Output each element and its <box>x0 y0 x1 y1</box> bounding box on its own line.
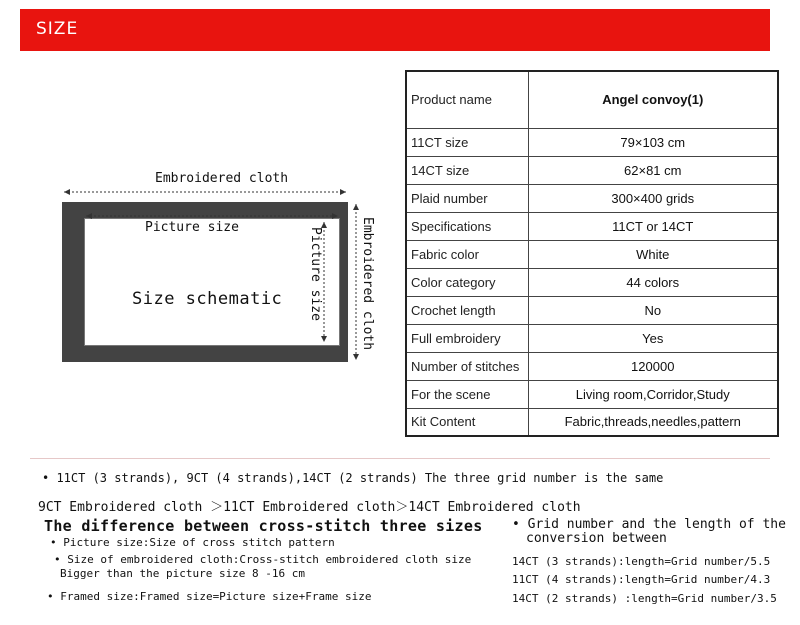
spec-key: Fabric color <box>406 240 528 268</box>
picture-size-side-label: Picture size <box>308 227 323 321</box>
spec-key: Kit Content <box>406 408 528 436</box>
grid-conversion-title-cont: conversion between <box>526 531 667 546</box>
banner-title: SIZE <box>36 19 79 39</box>
spec-value: 300×400 grids <box>528 184 778 212</box>
spec-key: Product name <box>406 71 528 128</box>
spec-key: 14CT size <box>406 156 528 184</box>
spec-row <box>406 324 778 352</box>
difference-title: The difference between cross-stitch three sizes <box>44 517 483 535</box>
spec-key: Color category <box>406 268 528 296</box>
spec-value: No <box>528 296 778 324</box>
spec-key: Crochet length <box>406 296 528 324</box>
section-divider <box>30 458 770 459</box>
spec-key: Number of stitches <box>406 352 528 380</box>
spec-value: Yes <box>528 324 778 352</box>
formula-14ct-2-strands: 14CT (2 strands) :length=Grid number/3.5 <box>512 592 777 605</box>
dimension-arrows-icon <box>40 170 390 370</box>
spec-value: White <box>528 240 778 268</box>
spec-value: 79×103 cm <box>528 128 778 156</box>
spec-key: Specifications <box>406 212 528 240</box>
spec-key: Plaid number <box>406 184 528 212</box>
spec-value: 44 colors <box>528 268 778 296</box>
spec-row <box>406 408 778 436</box>
spec-table <box>405 70 779 437</box>
cloth-comparison-note: 9CT Embroidered cloth ＞11CT Embroidered cloth＞14CT Embroidered cloth <box>38 500 581 515</box>
strands-note: • 11CT (3 strands), 9CT (4 strands),14CT (2 strands) The three grid number is the same <box>42 471 664 485</box>
spec-value: 11CT or 14CT <box>528 212 778 240</box>
spec-value: Angel convoy(1) <box>528 71 778 128</box>
framed-size-note: • Framed size:Framed size=Picture size+Frame size <box>47 590 372 603</box>
spec-key: 11CT size <box>406 128 528 156</box>
picture-size-label: Picture size <box>145 220 239 235</box>
size-banner <box>20 9 770 51</box>
picture-size-note: • Picture size:Size of cross stitch pattern <box>50 536 335 549</box>
grid-conversion-title: • Grid number and the length of the <box>512 517 786 532</box>
formula-14ct-3-strands: 14CT (3 strands):length=Grid number/5.5 <box>512 555 771 568</box>
spec-row <box>406 268 778 296</box>
spec-row <box>406 352 778 380</box>
spec-row <box>406 380 778 408</box>
spec-row <box>406 156 778 184</box>
spec-row <box>406 128 778 156</box>
spec-row <box>406 296 778 324</box>
size-schematic <box>40 170 390 370</box>
embroidered-cloth-label: Embroidered cloth <box>155 171 289 186</box>
cloth-size-note-cont: Bigger than the picture size 8 -16 cm <box>60 567 306 580</box>
formula-11ct-4-strands: 11CT (4 strands):length=Grid number/4.3 <box>512 573 771 586</box>
spec-row <box>406 184 778 212</box>
spec-value: Living room,Corridor,Study <box>528 380 778 408</box>
cloth-size-note: • Size of embroidered cloth:Cross-stitch embroidered cloth size <box>54 553 472 566</box>
spec-key: Full embroidery <box>406 324 528 352</box>
spec-row <box>406 71 778 128</box>
size-schematic-label: Size schematic <box>132 289 283 309</box>
spec-value: Fabric,threads,needles,pattern <box>528 408 778 436</box>
spec-row <box>406 240 778 268</box>
spec-value: 120000 <box>528 352 778 380</box>
embroidered-cloth-side-label: Embroidered cloth <box>360 217 375 351</box>
spec-value: 62×81 cm <box>528 156 778 184</box>
spec-key: For the scene <box>406 380 528 408</box>
spec-row <box>406 212 778 240</box>
